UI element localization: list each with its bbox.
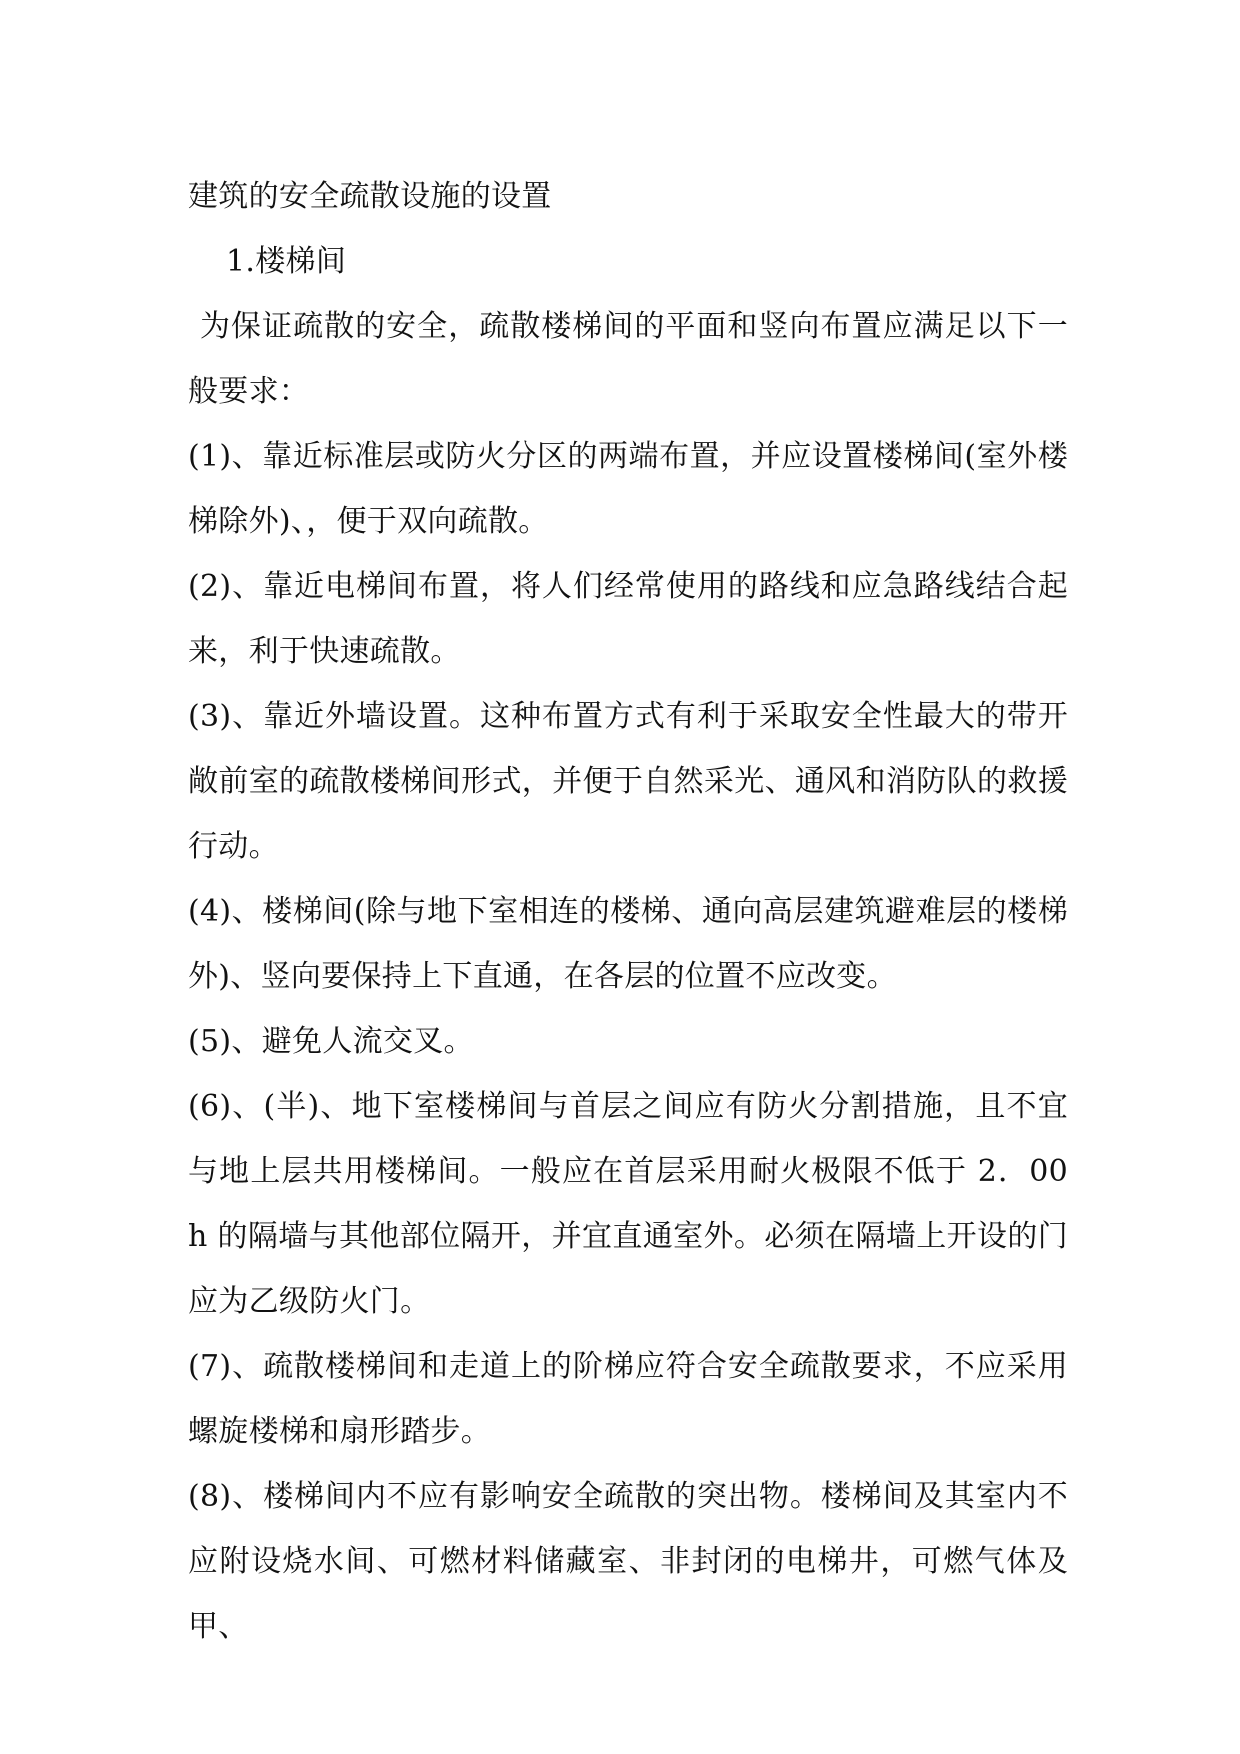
list-item-8: (8)、楼梯间内不应有影响安全疏散的突出物。楼梯间及其室内不应附设烧水间、可燃材料储藏室、非封闭的电梯井，可燃气体及甲、 <box>188 1479 1068 1644</box>
list-item-2: (2)、靠近电梯间布置，将人们经常使用的路线和应急路线结合起来，利于快速疏散。 <box>188 569 1068 669</box>
list-item-5: (5)、避免人流交叉。 <box>188 1024 474 1059</box>
list-item-1: (1)、靠近标准层或防火分区的两端布置，并应设置楼梯间(室外楼梯除外)、，便于双向疏散。 <box>188 439 1068 539</box>
document-body <box>188 164 1068 1659</box>
list-item-6: (6)、(半)、地下室楼梯间与首层之间应有防火分割措施，且不宜与地上层共用楼梯间。一般应在首层采用耐火极限不低于 2．00 h 的隔墙与其他部位隔开，并宜直通室外。必须在隔墙上开设的门应为乙级防火门。 <box>188 1089 1068 1319</box>
document-title: 建筑的安全疏散设施的设置 <box>188 179 552 214</box>
list-item-3: (3)、靠近外墙设置。这种布置方式有利于采取安全性最大的带开敞前室的疏散楼梯间形式，并便于自然采光、通风和消防队的救援行动。 <box>188 699 1068 864</box>
list-item-7: (7)、疏散楼梯间和走道上的阶梯应符合安全疏散要求，不应采用螺旋楼梯和扇形踏步。 <box>188 1349 1068 1449</box>
list-item-4: (4)、楼梯间(除与地下室相连的楼梯、通向高层建筑避难层的楼梯外)、竖向要保持上下直通，在各层的位置不应改变。 <box>188 894 1068 994</box>
section-heading: 1.楼梯间 <box>226 244 347 279</box>
intro-paragraph: 为保证疏散的安全，疏散楼梯间的平面和竖向布置应满足以下一般要求： <box>188 309 1068 409</box>
